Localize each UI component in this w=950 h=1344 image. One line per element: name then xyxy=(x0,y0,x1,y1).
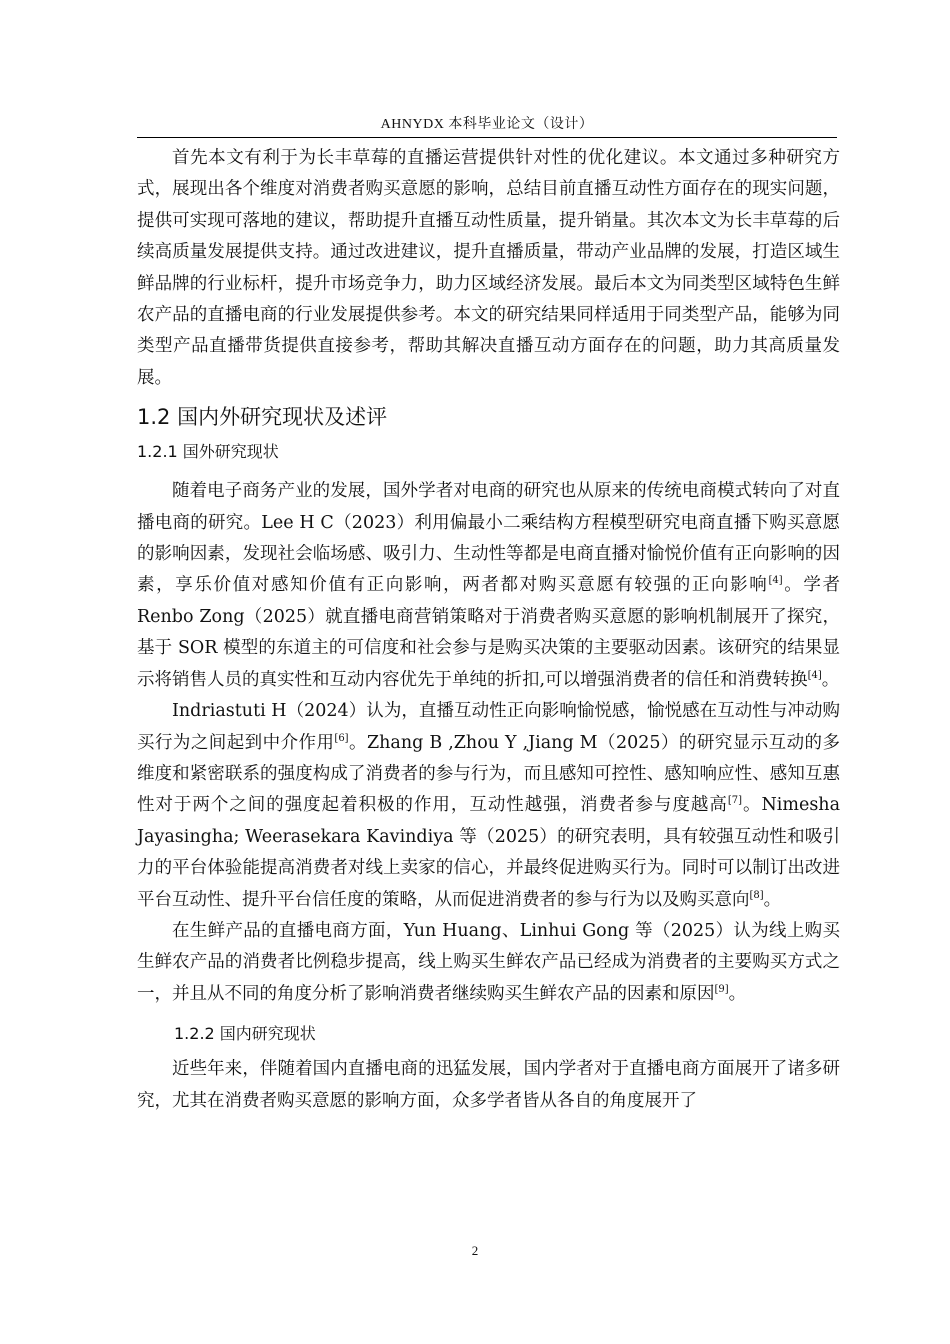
page-number: 2 xyxy=(471,1243,479,1258)
page-content xyxy=(137,143,840,1117)
paragraph-text: 。Zhang B ,Zhou Y ,Jiang M（2025）的研究显示互动的多维度和紧密联系的强度构成了消费者的参与行为，而且感知可控性、感知响应性、感知互惠性对于两个之间的强度起着积极的作用，互动性越强，消费者参与度越高 xyxy=(137,732,840,816)
citation-ref: [4] xyxy=(768,575,783,587)
paragraph-domestic-research xyxy=(137,1054,840,1117)
paragraph-text: 。 xyxy=(821,669,840,690)
paragraph-text: 。 xyxy=(728,983,747,1004)
paragraph-text: 随着电子商务产业的发展，国外学者对电商的研究也从原来的传统电商模式转向了对直播电商的研究。Lee H C（2023）利用偏最小二乘结构方程模型研究电商直播下购买意愿的影响因素，发现社会临场感、吸引力、生动性等都是电商直播对愉悦价值有正向影响的因素，享乐价值对感知价值有正向影响，两者都对购买意愿有较强的正向影响 xyxy=(137,481,840,596)
subsection-heading-1-2-2: 1.2.2 国内研究现状 xyxy=(174,1024,316,1044)
paragraph-foreign-research-3 xyxy=(137,916,840,1010)
paragraph-foreign-research-1 xyxy=(137,476,840,696)
page-header: AHNYDX 本科毕业论文（设计） xyxy=(380,117,594,132)
citation-ref: [9] xyxy=(714,983,729,995)
paragraph-text: 近些年来，伴随着国内直播电商的迅猛发展，国内学者对于直播电商方面展开了诸多研究，尤其在消费者购买意愿的影响方面，众多学者皆从各自的角度展开了 xyxy=(137,1059,840,1111)
citation-ref: [4] xyxy=(807,669,822,681)
subsection-heading-1-2-1: 1.2.1 国外研究现状 xyxy=(137,442,279,462)
citation-ref: [7] xyxy=(727,795,743,807)
paragraph-text: 。学者 Renbo Zong（2025）就直播电商营销策略对于消费者购买意愿的影响机制展开了探究，基于 SOR 模型的东道主的可信度和社会参与是购买决策的主要驱动因素。该研究的结果显示将销售人员的真实性和互动内容优先于单纯的折扣,可以增强消费者的信任和消费转换 xyxy=(137,575,841,690)
section-heading-1-2: 1.2 国内外研究现状及述评 xyxy=(137,405,388,430)
paragraph-text: 在生鲜产品的直播电商方面，Yun Huang、Linhui Gong 等（2025）认为线上购买生鲜农产品的消费者比例稳步提高，线上购买生鲜农产品已经成为消费者的主要购买方式之一，并且从不同的角度分析了影响消费者继续购买生鲜农产品的因素和原因 xyxy=(137,920,840,1004)
paragraph-foreign-research-2 xyxy=(137,696,840,916)
paragraph-text: Indriastuti H（2024）认为，直播互动性正向影响愉悦感，愉悦感在互动性与冲动购买行为之间起到中介作用 xyxy=(137,701,840,753)
paragraph-text: 。Nimesha Jayasingha; Weerasekara Kavindiya 等（2025）的研究表明，具有较强互动性和吸引力的平台体验能提高消费者对线上卖家的信心，并最终促进购买行为。同时可以制订出改进平台互动性、提升平台信任度的策略，从而促进消费者的参与行为以及购买意向 xyxy=(137,795,841,910)
paragraph-text: 。 xyxy=(763,889,782,910)
citation-ref: [8] xyxy=(749,889,764,901)
paragraph-text: 首先本文有利于为长丰草莓的直播运营提供针对性的优化建议。本文通过多种研究方式，展现出各个维度对消费者购买意愿的影响，总结目前直播互动性方面存在的现实问题，提供可实现可落地的建议，帮助提升直播互动性质量，提升销量。其次本文为长丰草莓的后续高质量发展提供支持。通过改进建议，提升直播质量，带动产业品牌的发展，打造区域生鲜品牌的行业标杆，提升市场竞争力，助力区域经济发展。最后本文为同类型区域特色生鲜农产品的直播电商的行业发展提供参考。本文的研究结果同样适用于同类型产品，能够为同类型产品直播带货提供直接参考，帮助其解决直播互动方面存在的问题，助力其高质量发展。 xyxy=(137,148,840,388)
citation-ref: [6] xyxy=(334,732,349,744)
header-rule xyxy=(137,137,837,138)
paragraph-significance xyxy=(137,143,840,394)
